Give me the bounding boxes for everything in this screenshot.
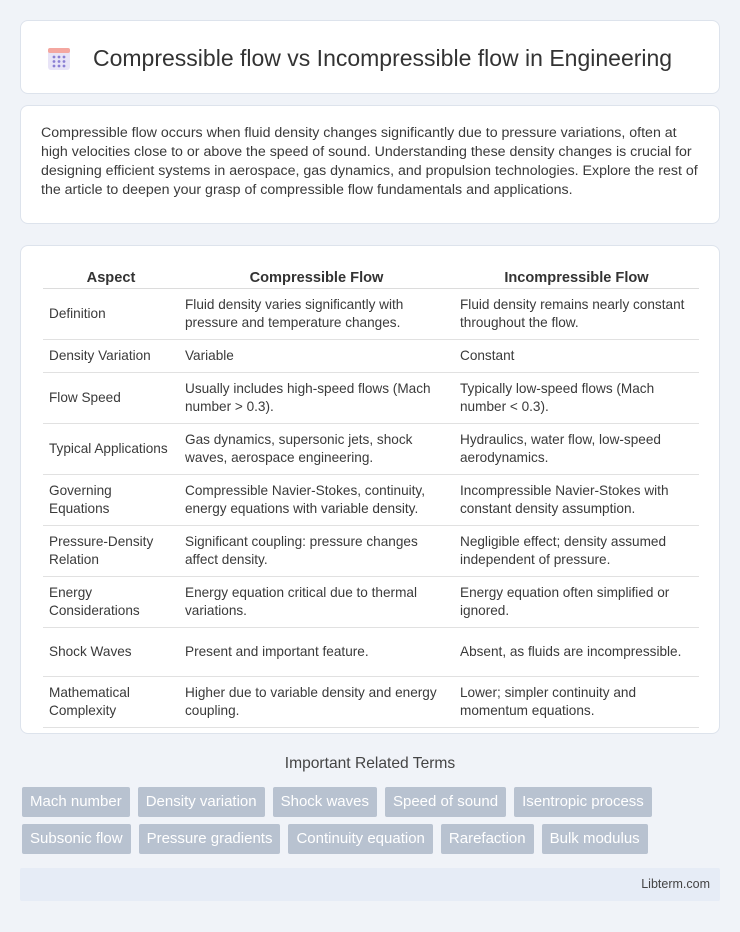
table-cell: Negligible effect; density assumed independent of pressure. [454, 526, 699, 577]
table-cell: Usually includes high-speed flows (Mach number > 0.3). [179, 373, 454, 424]
table-cell: Typical Applications [43, 424, 179, 475]
table-cell: Density Variation [43, 340, 179, 373]
term-tag[interactable]: Isentropic process [514, 787, 652, 817]
table-row [43, 628, 699, 677]
table-cell: Significant coupling: pressure changes affect density. [179, 526, 454, 577]
table-cell: Pressure-Density Relation [43, 526, 179, 577]
table-row [43, 340, 699, 373]
table-cell: Variable [179, 340, 454, 373]
header-compressible: Compressible Flow [179, 264, 454, 289]
table-cell: Governing Equations [43, 475, 179, 526]
term-tag[interactable]: Continuity equation [288, 824, 432, 854]
table-cell: Flow Speed [43, 373, 179, 424]
table-cell: Constant [454, 340, 699, 373]
table-cell: Mathematical Complexity [43, 677, 179, 728]
table-cell: Typically low-speed flows (Mach number < 0.3). [454, 373, 699, 424]
intro-card [20, 105, 720, 224]
table-row [43, 677, 699, 728]
related-terms-title: Important Related Terms [284, 755, 456, 772]
header-incompressible: Incompressible Flow [454, 264, 699, 289]
table-cell: Gas dynamics, supersonic jets, shock waves, aerospace engineering. [179, 424, 454, 475]
table-cell: Energy equation often simplified or ignored. [454, 577, 699, 628]
table-cell: Higher due to variable density and energy coupling. [179, 677, 454, 728]
term-tag[interactable]: Subsonic flow [22, 824, 131, 854]
related-terms [22, 787, 722, 861]
table-row [43, 475, 699, 526]
intro-text: Compressible flow occurs when fluid density changes significantly due to pressure variations, often at high velocities close to or above the speed of sound. Understanding these density changes is crucial for designing efficient systems in aerospace, gas dynamics, and propulsion technologies. Explore the rest of the article to deepen your grasp of compressible flow fundamentals and applications. [41, 125, 698, 198]
term-tag[interactable]: Pressure gradients [139, 824, 281, 854]
calendar-grid-icon [47, 45, 71, 71]
table-header-row [43, 264, 699, 289]
table-cell: Compressible Navier-Stokes, continuity, energy equations with variable density. [179, 475, 454, 526]
table-cell: Shock Waves [43, 628, 179, 677]
table-row [43, 373, 699, 424]
header-aspect: Aspect [43, 264, 179, 289]
term-tag[interactable]: Speed of sound [385, 787, 506, 817]
term-tag[interactable]: Shock waves [273, 787, 377, 817]
table-cell: Present and important feature. [179, 628, 454, 677]
table-cell: Energy equation critical due to thermal variations. [179, 577, 454, 628]
table-cell: Lower; simpler continuity and momentum equations. [454, 677, 699, 728]
table-cell: Incompressible Navier-Stokes with constant density assumption. [454, 475, 699, 526]
footer [20, 868, 720, 901]
footer-site-link[interactable]: Libterm.com [641, 877, 710, 891]
comparison-table-card [20, 245, 720, 734]
term-tag[interactable]: Bulk modulus [542, 824, 648, 854]
table-cell: Hydraulics, water flow, low-speed aerodynamics. [454, 424, 699, 475]
header-card [20, 20, 720, 94]
table-row [43, 526, 699, 577]
table-cell: Definition [43, 289, 179, 340]
table-row [43, 577, 699, 628]
table-cell: Fluid density varies significantly with pressure and temperature changes. [179, 289, 454, 340]
page-title: Compressible flow vs Incompressible flow in Engineering [93, 45, 673, 71]
comparison-table [43, 264, 699, 728]
term-tag[interactable]: Density variation [138, 787, 265, 817]
table-cell: Absent, as fluids are incompressible. [454, 628, 699, 677]
table-row [43, 289, 699, 340]
table-cell: Energy Considerations [43, 577, 179, 628]
table-cell: Fluid density remains nearly constant throughout the flow. [454, 289, 699, 340]
term-tag[interactable]: Mach number [22, 787, 130, 817]
term-tag[interactable]: Rarefaction [441, 824, 534, 854]
table-row [43, 424, 699, 475]
